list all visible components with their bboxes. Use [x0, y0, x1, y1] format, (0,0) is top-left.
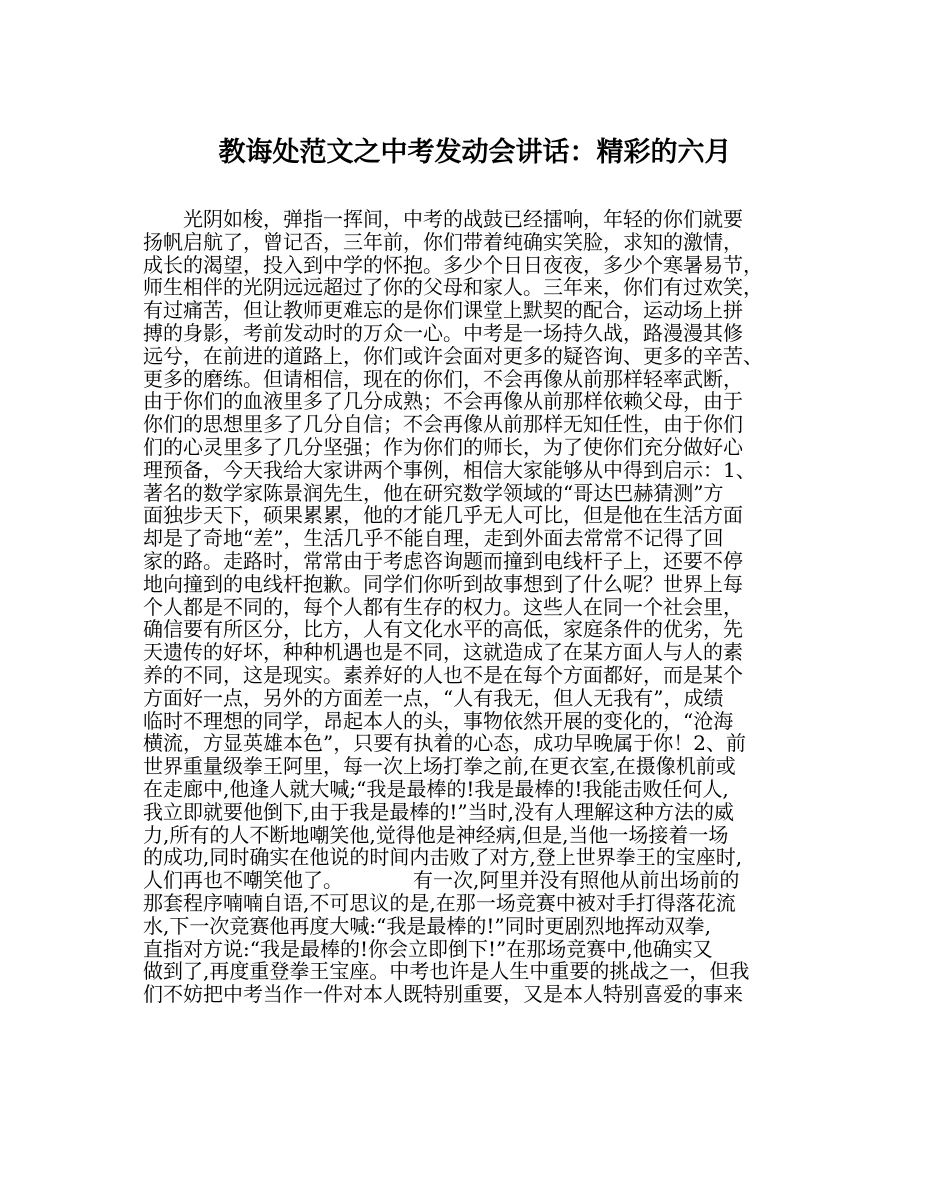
body-line: 光阴如梭，弹指一挥间，中考的战鼓已经擂响，年轻的你们就要 — [143, 207, 743, 231]
body-line: 却是了奇地“差”，生活几乎不能自理，走到外面去常常不记得了回 — [143, 526, 724, 551]
body-line: 更多的磨练。但请相信，现在的你们，不会再像从前那样轻率武断， — [143, 366, 743, 391]
body-line: 的成功,同时确实在他说的时间内击败了对方,登上世界拳王的宝座时, — [143, 845, 743, 870]
body-line: 地向撞到的电线杆抱歉。同学们你听到故事想到了什么呢？世界上每 — [143, 571, 743, 596]
body-line: 成长的渴望，投入到中学的怀抱。多少个日日夜夜，多少个寒暑易节， — [143, 252, 763, 277]
body-line: 在走廊中,他逢人就大喊;“我是最棒的!我是最棒的!我能击败任何人, — [143, 776, 729, 801]
body-line: 由于你们的血液里多了几分成熟；不会再像从前那样依赖父母，由于 — [143, 389, 743, 414]
body-line: 水,下一次竞赛他再度大喊:“我是最棒的!”同时更剧烈地挥动双拳, — [143, 913, 711, 938]
body-line: 家的路。走路时，常常由于考虑咨询题而撞到电线杆子上，还要不停 — [143, 548, 743, 573]
body-line: 世界重量级拳王阿里，每一次上场打拳之前,在更衣室,在摄像机前或 — [143, 754, 736, 779]
body-line: 确信要有所区分，比方，人有文化水平的高低，家庭条件的优劣，先 — [143, 617, 743, 642]
body-line: 人们再也不嘲笑他了。 有一次,阿里并没有照他从前出场前的 — [143, 868, 740, 893]
document-body — [143, 208, 823, 1006]
document-title: 教诲处范文之中考发动会讲话：精彩的六月 — [218, 137, 732, 168]
body-line: 个人都是不同的，每个人都有生存的权力。这些人在同一个社会里， — [143, 594, 743, 619]
body-line: 有过痛苦，但让教师更难忘的是你们课堂上默契的配合，运动场上拼 — [143, 298, 743, 323]
body-line: 我立即就要他倒下,由于我是最棒的!”当时,没有人理解这种方法的威 — [143, 799, 734, 824]
body-line: 养的不同，这是现实。素养好的人也不是在每个方面都好，而是某个 — [143, 662, 743, 687]
body-line: 们不妨把中考当作一件对本人既特别重要，又是本人特别喜爱的事来 — [143, 982, 743, 1007]
body-line: 著名的数学家陈景润先生，他在研究数学领域的“哥达巴赫猜测”方 — [143, 480, 724, 505]
body-line: 那套程序喃喃自语,不可思议的是,在那一场竞赛中被对手打得落花流 — [143, 890, 736, 915]
body-line: 你们的思想里多了几分自信；不会再像从前那样无知任性，由于你们 — [143, 412, 743, 437]
body-line: 临时不理想的同学，昂起本人的头，事物依然开展的变化的，“沧海 — [143, 708, 734, 733]
body-line: 们的心灵里多了几分坚强；作为你们的师长，为了使你们充分做好心 — [143, 434, 743, 459]
body-line: 方面好一点，另外的方面差一点，“人有我无，但人无我有”，成绩 — [143, 685, 724, 710]
body-line: 横流，方显英雄本色”，只要有执着的心态，成功早晚属于你！2、前 — [143, 731, 746, 756]
body-line: 理预备，今天我给大家讲两个事例，相信大家能够从中得到启示：1、 — [143, 457, 756, 482]
body-line: 远兮，在前进的道路上，你们或许会面对更多的疑咨询、更多的辛苦、 — [143, 343, 763, 368]
body-line: 师生相伴的光阴远远超过了你的父母和家人。三年来，你们有过欢笑， — [143, 275, 763, 300]
body-line: 力,所有的人不断地嘲笑他,觉得他是神经病,但是,当他一场接着一场 — [143, 822, 729, 847]
body-line: 天遗传的好坏，种种机遇也是不同，这就造成了在某方面人与人的素 — [143, 640, 743, 665]
body-line: 直指对方说:“我是最棒的!你会立即倒下!”在那场竞赛中,他确实又 — [143, 936, 713, 961]
body-line: 扬帆启航了，曾记否，三年前，你们带着纯确实笑脸，求知的激情， — [143, 229, 743, 254]
body-line: 面独步天下，硕果累累，他的才能几乎无人可比，但是他在生活方面 — [143, 503, 743, 528]
body-line: 做到了,再度重登拳王宝座。中考也许是人生中重要的挑战之一，但我 — [143, 959, 750, 984]
body-line: 搏的身影，考前发动时的万众一心。中考是一场持久战，路漫漫其修 — [143, 320, 743, 345]
